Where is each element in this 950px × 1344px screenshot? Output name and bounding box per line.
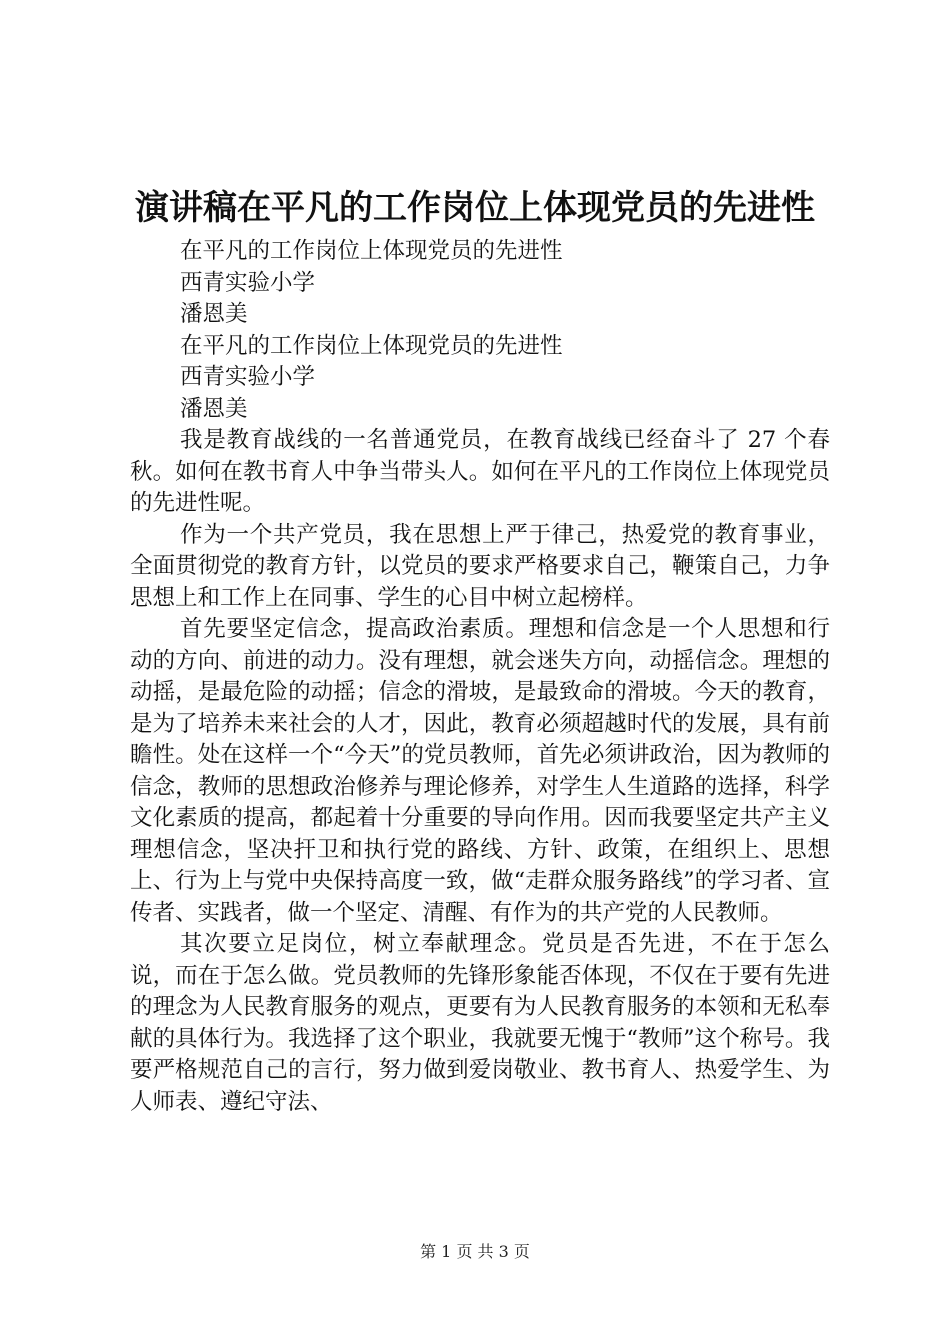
page-footer	[0, 1240, 950, 1264]
body-paragraph: 作为一个共产党员，我在思想上严于律己，热爱党的教育事业，全面贯彻党的教育方针，以党员的要求严格要求自己，鞭策自己，力争思想上和工作上在同事、学生的心目中树立起榜样。	[130, 521, 830, 611]
author-line: 潘恩美	[180, 301, 248, 327]
document-body	[130, 236, 830, 1118]
body-paragraph: 其次要立足岗位，树立奉献理念。党员是否先进，不在于怎么说，而在于怎么做。党员教师的先锋形象能否体现，不仅在于要有先进的理念为人民教育服务的观点，更要有为人民教育服务的本领和无私奉献的具体行为。我选择了这个职业，我就要无愧于“教师”这个称号。我要严格规范自己的言行，努力做到爱岗敬业、教书育人、热爱学生、为人师表、遵纪守法、	[130, 931, 830, 1115]
page-number: 第 1 页 共 3 页	[420, 1242, 530, 1261]
document-title: 演讲稿在平凡的工作岗位上体现党员的先进性	[135, 188, 815, 228]
body-paragraph: 首先要坚定信念，提高政治素质。理想和信念是一个人思想和行动的方向、前进的动力。没有理想，就会迷失方向，动摇信念。理想的动摇，是最危险的动摇；信念的滑坡，是最致命的滑坡。今天的教育，是为了培养未来社会的人才，因此，教育必须超越时代的发展，具有前瞻性。处在这样一个“今天”的党员教师，首先必须讲政治，因为教师的信念，教师的思想政治修养与理论修养，对学生人生道路的选择，科学文化素质的提高，都起着十分重要的导向作用。因而我要坚定共产主义理想信念，坚决扞卫和执行党的路线、方针、政策，在组织上、思想上、行为上与党中央保持高度一致，做“走群众服务路线”的学习者、宣传者、实践者，做一个坚定、清醒、有作为的共产党的人民教师。	[130, 616, 830, 926]
school-line: 西青实验小学	[180, 364, 316, 390]
body-paragraph: 我是教育战线的一名普通党员，在教育战线已经奋斗了 27 个春秋。如何在教书育人中争当带头人。如何在平凡的工作岗位上体现党员的先进性呢。	[130, 427, 830, 516]
subtitle-line: 在平凡的工作岗位上体现党员的先进性	[180, 238, 563, 264]
subtitle-line: 在平凡的工作岗位上体现党员的先进性	[180, 332, 563, 359]
author-line: 潘恩美	[180, 395, 248, 422]
school-line: 西青实验小学	[180, 269, 316, 296]
